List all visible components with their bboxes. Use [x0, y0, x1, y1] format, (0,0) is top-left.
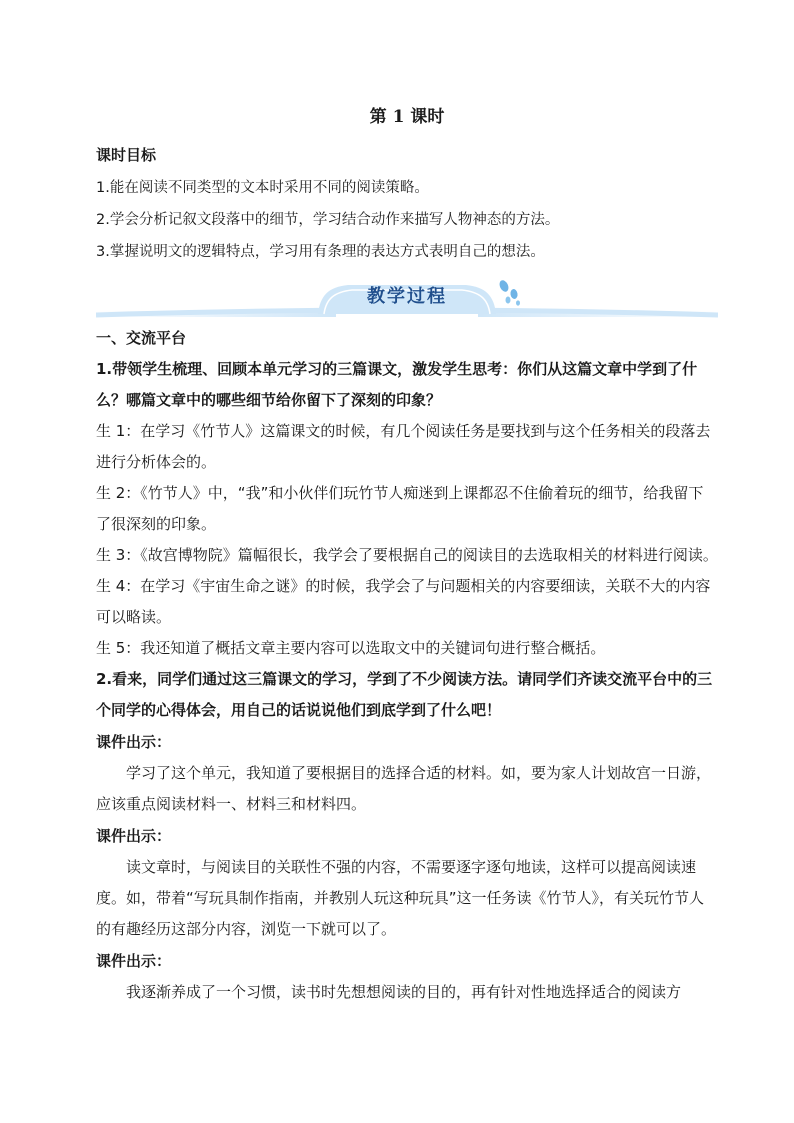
courseware-label: 课件出示： — [96, 952, 172, 970]
objective-item: 3.掌握说明文的逻辑特点，学习用有条理的表达方式表明自己的想法。 — [96, 244, 545, 260]
student-answer: 生 1：在学习《竹节人》这篇课文的时候，有几个阅读任务是要找到与这个任务相关的段落去进行分析体会的。 — [96, 422, 711, 471]
page-content — [96, 106, 718, 1008]
student-answer: 生 2：《竹节人》中，“我”和小伙伴们玩竹节人痴迷到上课都忍不住偷着玩的细节，给我留下了很深刻的印象。 — [96, 484, 704, 533]
courseware-label: 课件出示： — [96, 827, 172, 845]
courseware-text: 学习了这个单元，我知道了要根据目的选择合适的材料。如，要为家人计划故宫一日游，应该重点阅读材料一、材料三和材料四。 — [96, 764, 712, 813]
student-answer: 生 3：《故宫博物院》篇幅很长，我学会了要根据自己的阅读目的去选取相关的材料进行阅读。 — [96, 546, 718, 564]
courseware-text: 我逐渐养成了一个习惯，读书时先想想阅读的目的，再有针对性地选择适合的阅读方 — [126, 983, 682, 1001]
exchange-platform-section — [96, 324, 718, 1008]
banner-label: 教学过程 — [367, 286, 447, 307]
question-1: 1.带领学生梳理、回顾本单元学习的三篇课文，激发学生思考：你们从这篇文章中学到了什么？哪篇文章中的哪些细节给你留下了深刻的印象？ — [96, 360, 698, 409]
courseware-label: 课件出示： — [96, 733, 172, 751]
student-answer: 生 5：我还知道了概括文章主要内容可以选取文中的关键词句进行整合概括。 — [96, 639, 606, 657]
courseware-text: 读文章时，与阅读目的关联性不强的内容，不需要逐字逐句地读，这样可以提高阅读速度。如，带着“写玩具制作指南，并教别人玩这种玩具”这一任务读《竹节人》，有关玩竹节人的有趣经历这部分内容，浏览一下就可以了。 — [96, 858, 705, 938]
question-2: 2.看来，同学们通过这三篇课文的学习，学到了不少阅读方法。请同学们齐读交流平台中的三个同学的心得体会，用自己的话说说他们到底学到了什么吧！ — [96, 670, 713, 719]
objectives-section — [96, 142, 718, 268]
water-drop-icon — [498, 279, 520, 306]
teaching-process-banner — [96, 270, 718, 318]
section-heading: 一、交流平台 — [96, 329, 187, 347]
objective-item: 1.能在阅读不同类型的文本时采用不同的阅读策略。 — [96, 180, 429, 196]
student-answer: 生 4：在学习《宇宙生命之谜》的时候，我学会了与问题相关的内容要细读，关联不大的内容可以略读。 — [96, 577, 711, 626]
objective-item: 2.学会分析记叙文段落中的细节，学习结合动作来描写人物神态的方法。 — [96, 212, 560, 228]
page-title: 第 1 课时 — [369, 107, 445, 127]
objectives-heading: 课时目标 — [96, 146, 157, 164]
